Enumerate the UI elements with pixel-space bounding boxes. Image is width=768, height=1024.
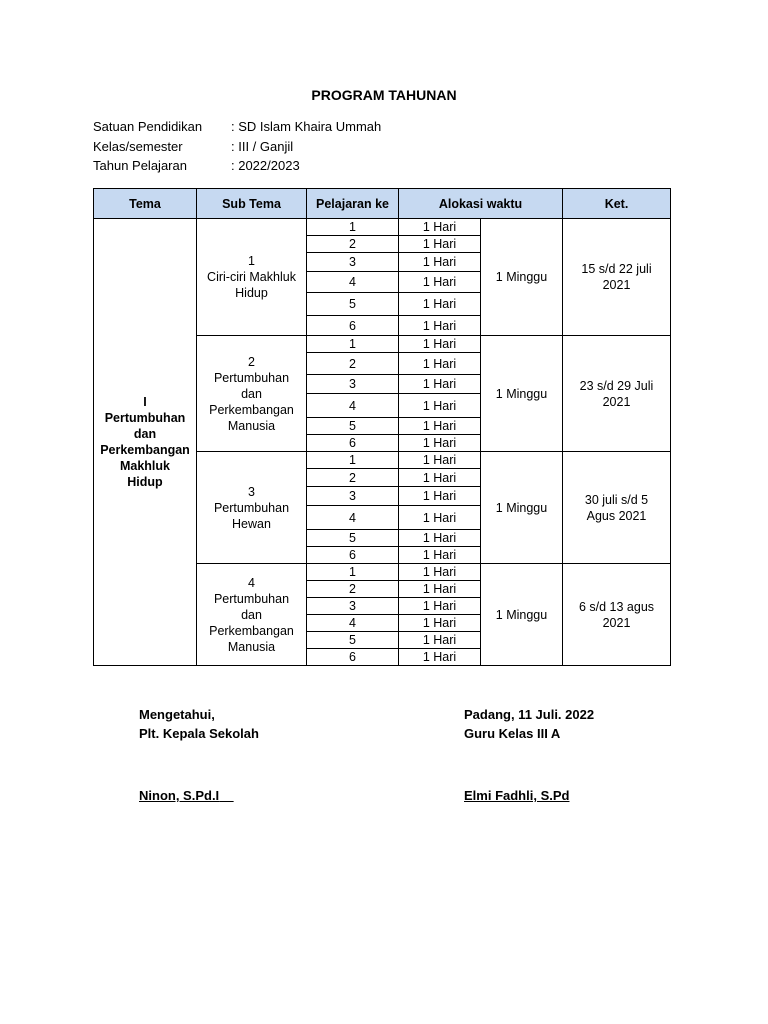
ket-cell [563, 336, 671, 452]
lesson-hari: 1 Hari [399, 316, 481, 336]
info-label: Satuan Pendidikan [93, 119, 203, 134]
cell-line: Pertumbuhan [213, 500, 290, 515]
lesson-number: 1 [307, 564, 399, 581]
lesson-hari: 1 Hari [399, 418, 481, 435]
lesson-number: 3 [307, 487, 399, 506]
sig-left-line2: Plt. Kepala Sekolah [139, 726, 259, 741]
header-pelajaran: Pelajaran ke [307, 189, 399, 219]
info-value: : III / Ganjil [231, 138, 294, 154]
cell-line: Perkembangan [100, 443, 190, 457]
cell-line: dan [241, 607, 262, 622]
lesson-number: 1 [307, 336, 399, 353]
cell-line: 2021 [602, 278, 631, 292]
lesson-hari: 1 Hari [399, 469, 481, 487]
subtema-cell [197, 564, 307, 666]
lesson-number: 4 [307, 394, 399, 418]
cell-line: Manusia [227, 418, 276, 433]
cell-line: Pertumbuhan [213, 591, 290, 606]
lesson-number: 6 [307, 435, 399, 452]
cell-line: 30 juli s/d 5 [584, 492, 649, 507]
header-alokasi: Alokasi waktu [399, 189, 563, 219]
lesson-hari: 1 Hari [399, 632, 481, 649]
cell-line: Ciri-ciri Makhluk [207, 270, 296, 284]
subtema-cell [197, 219, 307, 336]
lesson-hari: 1 Hari [399, 253, 481, 272]
lesson-number: 4 [307, 615, 399, 632]
cell-line: 4 [248, 575, 255, 590]
lesson-hari: 1 Hari [399, 581, 481, 598]
header-ket: Ket. [563, 189, 671, 219]
sig-left-name [139, 788, 259, 803]
school-info [93, 119, 381, 178]
lesson-hari: 1 Hari [399, 506, 481, 530]
lesson-number: 6 [307, 316, 399, 336]
program-table [93, 188, 671, 666]
table-row [94, 219, 671, 236]
lesson-hari: 1 Hari [399, 394, 481, 418]
tema-cell [94, 219, 197, 666]
lesson-hari: 1 Hari [399, 564, 481, 581]
lesson-hari: 1 Hari [399, 435, 481, 452]
cell-line: 1 [248, 254, 255, 268]
lesson-number: 3 [307, 598, 399, 615]
cell-line: Agus 2021 [586, 508, 647, 523]
lesson-number: 6 [307, 649, 399, 666]
cell-line: dan [241, 386, 262, 401]
lesson-number: 5 [307, 293, 399, 316]
lesson-number: 2 [307, 581, 399, 598]
minggu-cell: 1 Minggu [481, 452, 563, 564]
cell-line: 3 [248, 484, 255, 499]
header-tema: Tema [94, 189, 197, 219]
ket-cell [563, 452, 671, 564]
sig-right-name [464, 788, 594, 803]
sig-right-line2: Guru Kelas III A [464, 726, 561, 741]
cell-line: Perkembangan [209, 402, 294, 417]
lesson-hari: 1 Hari [399, 236, 481, 253]
subtema-cell [197, 452, 307, 564]
cell-line: dan [133, 427, 157, 441]
cell-line: Perkembangan [209, 623, 294, 638]
lesson-number: 3 [307, 253, 399, 272]
minggu-cell: 1 Minggu [481, 219, 563, 336]
cell-line: 15 s/d 22 juli [581, 262, 652, 276]
lesson-hari: 1 Hari [399, 219, 481, 236]
lesson-hari: 1 Hari [399, 530, 481, 547]
cell-line: Hidup [235, 286, 268, 300]
lesson-hari: 1 Hari [399, 649, 481, 666]
info-value: : SD Islam Khaira Ummah [231, 119, 382, 134]
cell-line: 6 s/d 13 agus [578, 599, 655, 614]
ket-cell [563, 564, 671, 666]
sig-right-line1: Padang, 11 Juli. 2022 [464, 707, 595, 722]
lesson-number: 2 [307, 236, 399, 253]
info-label: Kelas/semester [93, 138, 183, 154]
cell-line: 2 [248, 354, 255, 369]
info-label: Tahun Pelajaran [93, 158, 187, 173]
minggu-cell: 1 Minggu [481, 336, 563, 452]
subtema-cell [197, 336, 307, 452]
info-row-satuan [93, 119, 381, 139]
lesson-hari: 1 Hari [399, 487, 481, 506]
cell-line: Manusia [227, 639, 276, 654]
cell-line: 23 s/d 29 Juli [579, 378, 654, 393]
lesson-number: 1 [307, 452, 399, 469]
signature-right [464, 707, 594, 803]
header-subtema: Sub Tema [197, 189, 307, 219]
lesson-number: 5 [307, 530, 399, 547]
sig-left-line1: Mengetahui, [139, 707, 215, 722]
lesson-hari: 1 Hari [399, 336, 481, 353]
sig-right-name-text: Elmi Fadhli, S.Pd [464, 788, 570, 803]
cell-line: Pertumbuhan [213, 370, 290, 385]
lesson-hari: 1 Hari [399, 293, 481, 316]
info-row-tahun [93, 158, 381, 178]
lesson-number: 4 [307, 272, 399, 293]
lesson-number: 2 [307, 469, 399, 487]
lesson-number: 3 [307, 375, 399, 394]
lesson-hari: 1 Hari [399, 452, 481, 469]
cell-line: Pertumbuhan [104, 411, 186, 425]
lesson-hari: 1 Hari [399, 598, 481, 615]
lesson-number: 5 [307, 632, 399, 649]
lesson-hari: 1 Hari [399, 272, 481, 293]
minggu-cell: 1 Minggu [481, 564, 563, 666]
lesson-number: 4 [307, 506, 399, 530]
tema-number: I [143, 395, 147, 409]
cell-line: 2021 [602, 394, 631, 409]
cell-line: Makhluk [119, 459, 170, 473]
lesson-hari: 1 Hari [399, 353, 481, 375]
info-value: : 2022/2023 [231, 158, 300, 173]
lesson-hari: 1 Hari [399, 615, 481, 632]
lesson-number: 1 [307, 219, 399, 236]
document-title: PROGRAM TAHUNAN [311, 87, 457, 103]
ket-cell [563, 219, 671, 336]
lesson-number: 2 [307, 353, 399, 375]
lesson-number: 6 [307, 547, 399, 564]
cell-line: Hidup [127, 475, 163, 489]
table-header-row [94, 189, 671, 219]
sig-left-name-text: Ninon, S.Pd.I [139, 788, 220, 803]
cell-line: 2021 [602, 615, 631, 630]
lesson-hari: 1 Hari [399, 375, 481, 394]
lesson-number: 5 [307, 418, 399, 435]
info-row-kelas [93, 139, 381, 159]
signature-left [139, 707, 259, 803]
lesson-hari: 1 Hari [399, 547, 481, 564]
cell-line: Hewan [232, 516, 271, 531]
